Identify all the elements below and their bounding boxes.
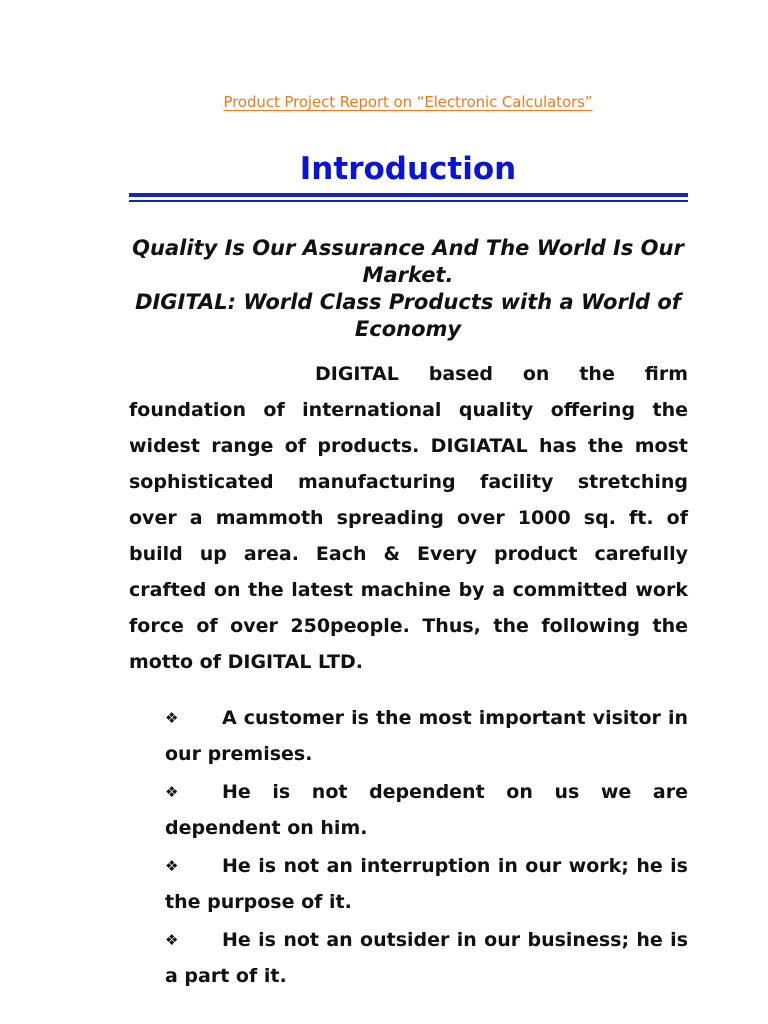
motto-list — [165, 700, 688, 996]
diamond-bullet-icon: ❖ — [165, 709, 179, 727]
title-divider-thin — [129, 200, 688, 202]
title-divider-thick — [129, 193, 688, 197]
diamond-bullet-icon: ❖ — [165, 783, 179, 801]
diamond-bullet-icon: ❖ — [165, 857, 179, 875]
list-item — [165, 848, 688, 920]
page-title: Introduction — [299, 151, 517, 187]
tagline-digital: DIGITAL: World Class Products with a World of Economy — [135, 290, 681, 341]
list-item-text: A customer is the most important visitor in our premises. — [165, 707, 688, 765]
intro-paragraph: DIGITAL based on the firm foundation of international quality offering the widest range of products. DIGIATAL has the most sophisticated manufacturing facility stretching over a mammoth spreading over 1000 sq. ft. of build up area. Each & Every product carefully crafted on the latest machine by a committed work force of over 250people. Thus, the following the motto of DIGITAL LTD. — [129, 363, 688, 673]
list-item — [165, 922, 688, 994]
list-item-text: He is not dependent on us we are dependent on him. — [165, 781, 688, 839]
list-item-text: He is not an interruption in our work; he is the purpose of it. — [165, 855, 688, 913]
list-item — [165, 774, 688, 846]
list-item — [165, 700, 688, 772]
list-item-text: He is not an outsider in our business; he is a part of it. — [165, 929, 688, 987]
report-header: Product Project Report on “Electronic Calculators” — [223, 93, 593, 111]
tagline-quality: Quality Is Our Assurance And The World Is Our Market. — [132, 236, 684, 287]
diamond-bullet-icon: ❖ — [165, 931, 179, 949]
